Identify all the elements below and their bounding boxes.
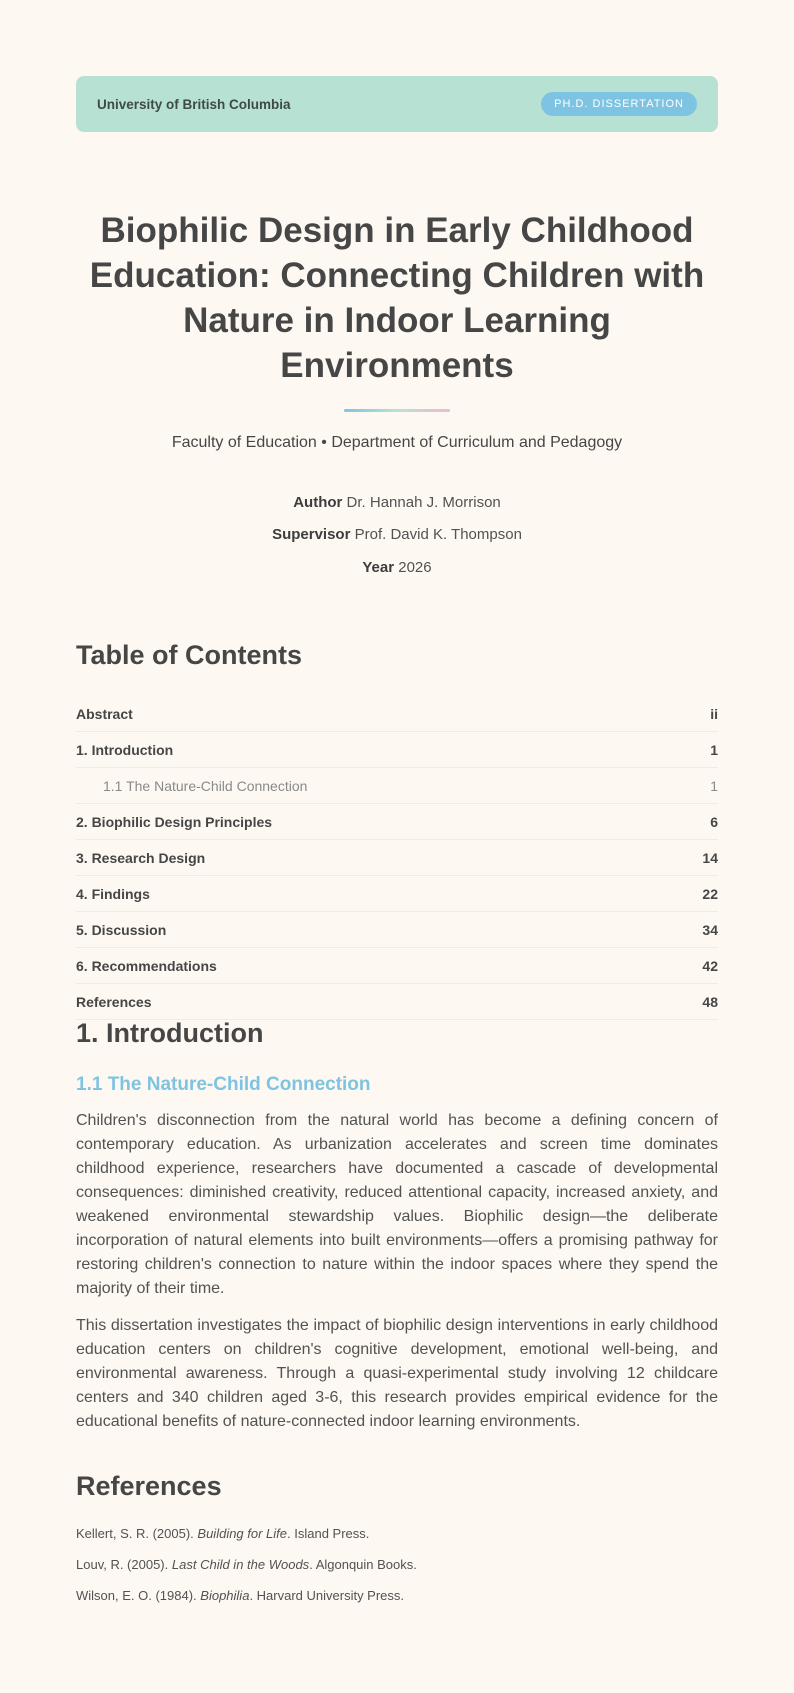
supervisor-line <box>76 526 718 543</box>
toc-item-title: 6. Recommendations <box>76 957 217 974</box>
toc-item-title: Abstract <box>76 705 133 722</box>
dissertation-title: Biophilic Design in Early Childhood Education: Connecting Children with Nature in Indoor Learning Environments <box>89 211 705 385</box>
faculty-line: Faculty of Education • Department of Curriculum and Pedagogy <box>171 434 623 451</box>
toc-item-page: 6 <box>710 813 718 830</box>
reference-work: Biophilia <box>200 1588 250 1603</box>
toc-item-title: 4. Findings <box>76 885 150 902</box>
toc-item-research-design[interactable] <box>76 840 718 876</box>
toc-item-title: 2. Biophilic Design Principles <box>76 813 273 830</box>
reference-item <box>76 1588 718 1603</box>
toc-item-page: ii <box>710 705 718 722</box>
author-line <box>76 494 718 511</box>
reference-item <box>76 1557 718 1572</box>
toc-item-page: 42 <box>702 957 718 974</box>
toc-item-page: 1 <box>710 741 718 758</box>
toc-item-page: 14 <box>702 849 718 866</box>
table-of-contents <box>76 696 718 1020</box>
references-heading: References <box>76 1471 222 1501</box>
dissertation-badge: PH.D. DISSERTATION <box>541 92 697 116</box>
reference-item <box>76 1526 718 1541</box>
toc-item-nature-child-connection[interactable] <box>76 768 718 804</box>
reference-publisher: . Algonquin Books. <box>309 1557 417 1572</box>
supervisor-name: Prof. David K. Thompson <box>354 526 522 543</box>
year-line <box>76 559 718 576</box>
introduction-heading: 1. Introduction <box>76 1018 264 1048</box>
title-divider <box>344 409 450 412</box>
supervisor-label: Supervisor <box>272 526 351 543</box>
reference-authors: Louv, R. (2005). <box>76 1557 169 1572</box>
reference-authors: Wilson, E. O. (1984). <box>76 1588 197 1603</box>
toc-item-abstract[interactable] <box>76 696 718 732</box>
reference-work: Building for Life <box>197 1526 288 1541</box>
intro-paragraph-2: This dissertation investigates the impact of biophilic design interventions in early childhood education centers on children's cognitive development, emotional well-being, and environmental awareness. Through a quasi-experimental study involving 12 childcare centers and 340 children aged 3-6, this research provides empirical evidence for the educational benefits of nature-connected indoor learning environments. <box>76 1317 718 1430</box>
toc-item-page: 34 <box>702 921 718 938</box>
reference-work: Last Child in the Woods <box>171 1557 310 1572</box>
reference-publisher: . Island Press. <box>287 1526 370 1541</box>
reference-publisher: . Harvard University Press. <box>249 1588 405 1603</box>
toc-heading: Table of Contents <box>76 640 302 670</box>
section-1-1-heading: 1.1 The Nature-Child Connection <box>76 1074 371 1095</box>
toc-item-title: 1.1 The Nature-Child Connection <box>103 777 308 794</box>
institution-name: University of British Columbia <box>97 96 291 112</box>
toc-item-discussion[interactable] <box>76 912 718 948</box>
toc-item-recommendations[interactable] <box>76 948 718 984</box>
toc-item-references[interactable] <box>76 984 718 1020</box>
toc-item-title: 3. Research Design <box>76 849 206 866</box>
toc-item-page: 22 <box>702 885 718 902</box>
toc-item-title: 5. Discussion <box>76 921 167 938</box>
toc-item-page: 48 <box>702 993 718 1010</box>
year-label: Year <box>362 559 395 576</box>
toc-item-introduction[interactable] <box>76 732 718 768</box>
toc-item-title: References <box>76 993 152 1010</box>
year-value: 2026 <box>398 559 432 576</box>
header-bar <box>76 76 718 132</box>
reference-authors: Kellert, S. R. (2005). <box>76 1526 194 1541</box>
author-label: Author <box>293 494 343 511</box>
toc-item-page: 1 <box>710 777 718 794</box>
intro-paragraph-1: Children's disconnection from the natural world has become a defining concern of contemporary education. As urbanization accelerates and screen time dominates childhood experience, researchers have documented a cascade of developmental consequences: diminished creativity, reduced attentional capacity, increased anxiety, and weakened environmental stewardship values. Biophilic design—the deliberate incorporation of natural elements into built environments—offers a promising pathway for restoring children's connection to nature within the indoor spaces where they spend the majority of their time. <box>76 1112 718 1297</box>
toc-item-biophilic-design-principles[interactable] <box>76 804 718 840</box>
author-name: Dr. Hannah J. Morrison <box>346 494 501 511</box>
toc-item-findings[interactable] <box>76 876 718 912</box>
toc-item-title: 1. Introduction <box>76 741 174 758</box>
